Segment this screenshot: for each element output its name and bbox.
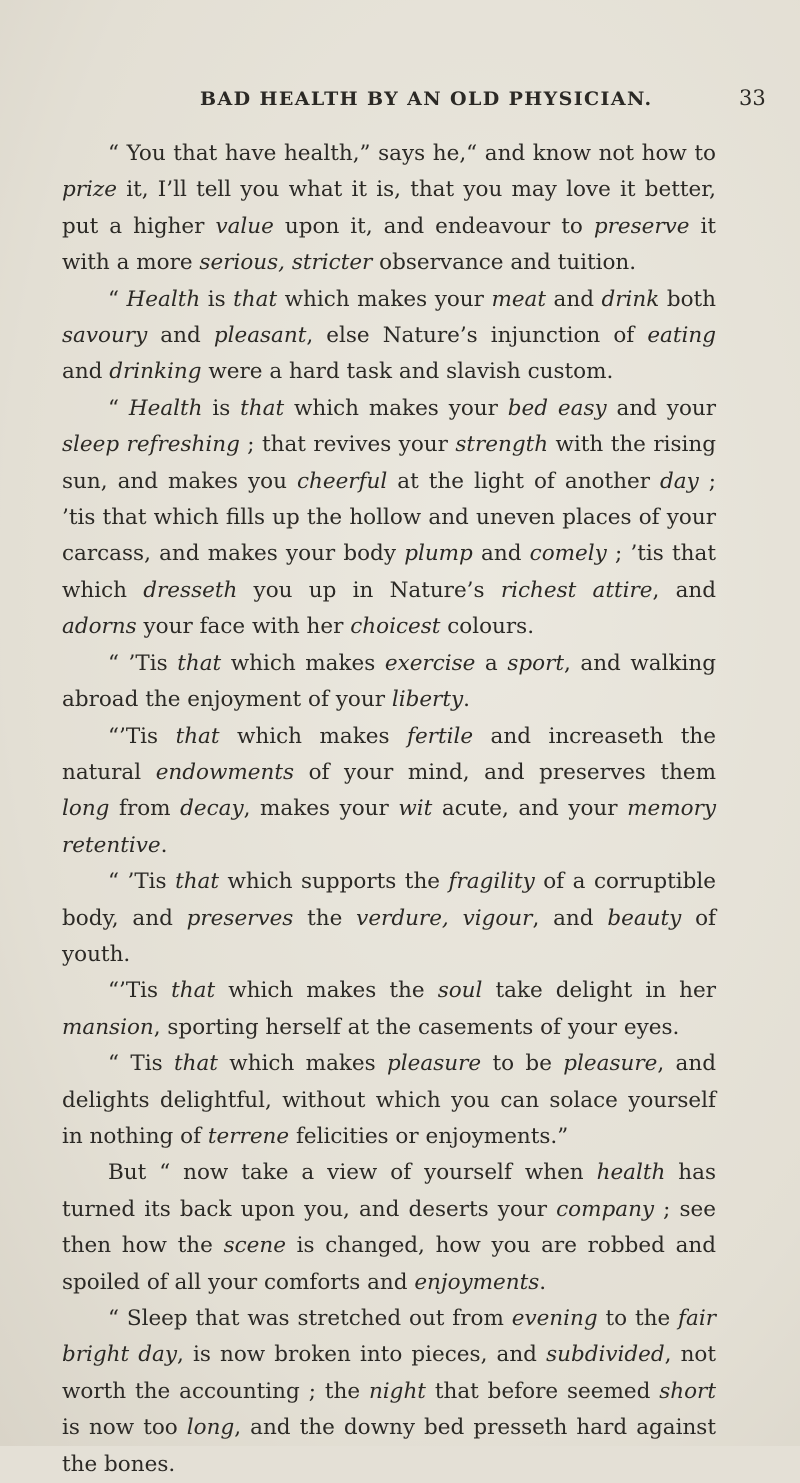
text-run: , sporting herself at the casements of your eyes. [153, 1014, 680, 1040]
italic-run: that [240, 395, 285, 421]
italic-run: serious, stricter [199, 250, 373, 276]
italic-run: drink [601, 286, 660, 312]
italic-run: mansion [62, 1014, 154, 1040]
text-run: “ You that have health,” says he,“ and know not how to [108, 141, 716, 166]
italic-run: pleasant [213, 323, 307, 349]
italic-run: that [233, 286, 278, 312]
text-run: “ Tis [108, 1051, 174, 1077]
italic-run: night [368, 1378, 426, 1404]
italic-run: endowments [155, 759, 295, 785]
italic-run: that [175, 723, 220, 749]
paragraph [62, 864, 716, 973]
italic-run: day [660, 468, 699, 494]
text-run: , and [652, 577, 716, 603]
italic-run: drinking [109, 359, 202, 385]
italic-run: wit [398, 796, 433, 822]
italic-run: pleasure [563, 1051, 658, 1077]
text-run: and [472, 541, 530, 567]
text-run: of a corruptible body, and [62, 869, 716, 931]
italic-run: fair bright day [62, 1306, 716, 1368]
text-run: “’Tis [108, 978, 172, 1004]
text-run: colours. [440, 614, 535, 640]
page-header [0, 82, 800, 118]
text-run: “ [108, 286, 127, 312]
text-run: ; see then how the [62, 1196, 716, 1259]
italic-run: exercise [384, 650, 476, 676]
text-run: is [202, 395, 241, 421]
italic-run: preserve [593, 213, 690, 239]
text-run: , and delights delightful, without which you can solace yourself in nothing of [62, 1051, 716, 1149]
italic-run: dresseth [143, 577, 238, 603]
text-run: which makes your [277, 286, 492, 312]
italic-run: preserves [186, 905, 294, 931]
text-run: “ [108, 395, 129, 421]
text-run: , and [532, 905, 608, 931]
italic-run: Health [128, 395, 203, 421]
text-run: “ Sleep that was stretched out from [108, 1306, 512, 1331]
italic-run: company [556, 1196, 655, 1222]
italic-run: evening [511, 1306, 598, 1331]
text-run: with the rising sun, and makes you [62, 432, 717, 494]
italic-run: scene [223, 1233, 286, 1259]
text-run: a [475, 650, 508, 676]
italic-run: fertile [406, 723, 474, 749]
italic-run: that [175, 869, 220, 895]
text-run: “’Tis [108, 723, 176, 749]
text-run: to be [481, 1051, 564, 1077]
paragraph [62, 1301, 716, 1483]
italic-run: enjoyments [414, 1269, 540, 1295]
italic-run: that [173, 1051, 218, 1077]
text-run: of your mind, and preserves them [294, 759, 716, 785]
text-run: But “ now take a view of yourself when [108, 1160, 597, 1186]
text-run: ; ’tis that which fills up the hollow and uneven places of your carcass, and makes your body [62, 468, 716, 567]
paragraph [62, 391, 716, 646]
text-run: “ ’Tis [108, 869, 176, 895]
italic-run: plump [404, 541, 473, 567]
italic-run: fragility [448, 869, 535, 895]
body-text [62, 136, 716, 1483]
italic-run: richest attire [500, 577, 653, 603]
text-run: of youth. [62, 905, 716, 967]
text-run: and your [606, 395, 717, 421]
text-run: ; that revives your [239, 432, 456, 458]
text-run: , is now broken into pieces, and [177, 1342, 547, 1368]
text-run: . [463, 687, 470, 713]
italic-run: long [186, 1415, 235, 1441]
paragraph [62, 1046, 716, 1155]
italic-run: decay [180, 796, 244, 822]
text-run: to the [597, 1306, 679, 1331]
italic-run: health [596, 1160, 666, 1186]
text-run: felicities or enjoyments.” [289, 1123, 569, 1149]
text-run: both [659, 286, 717, 312]
italic-run: that [177, 650, 222, 676]
text-run: . [160, 832, 168, 858]
paragraph [62, 136, 716, 282]
text-run: ; ’tis that which [62, 541, 716, 603]
text-run: from [109, 796, 181, 822]
text-run: , makes your [243, 796, 399, 822]
italic-run: prize [62, 177, 117, 203]
text-run: at the light of another [387, 468, 660, 494]
text-run: and [62, 359, 110, 385]
paragraph [62, 646, 716, 719]
text-run: . [539, 1269, 547, 1295]
italic-run: terrene [207, 1123, 290, 1149]
text-run: “ ’Tis [108, 650, 178, 676]
italic-run: liberty [391, 687, 464, 713]
text-run: , and walking abroad the enjoyment of your [62, 650, 716, 713]
italic-run: value [215, 213, 274, 239]
text-run: were a hard task and slavish custom. [201, 359, 614, 385]
text-run: observance and tuition. [372, 250, 637, 276]
italic-run: pleasure [387, 1051, 482, 1077]
text-run: is [200, 286, 234, 312]
italic-run: strength [455, 432, 549, 458]
italic-run: long [62, 796, 110, 822]
italic-run: verdure, vigour [356, 905, 533, 931]
italic-run: soul [437, 978, 483, 1004]
text-run: which makes your [284, 395, 508, 421]
italic-run: sleep refreshing [62, 432, 240, 458]
text-run: you up in Nature’s [237, 577, 501, 603]
italic-run: sport [507, 650, 564, 676]
text-run: and [546, 286, 602, 312]
text-run: upon it, and endeavour to [273, 213, 594, 239]
italic-run: subdivided [546, 1342, 665, 1368]
text-run: , not worth the accounting ; the [62, 1342, 717, 1404]
italic-run: that [171, 978, 216, 1004]
italic-run: eating [647, 323, 716, 349]
text-run: and increaseth the natural [62, 723, 716, 785]
italic-run: cheerful [296, 468, 388, 494]
paragraph [62, 719, 716, 865]
italic-run: short [659, 1378, 716, 1404]
italic-run: Health [126, 286, 201, 312]
text-run: which makes [217, 1051, 388, 1077]
text-run: which makes the [215, 978, 438, 1004]
text-run: it, I’ll tell you what it is, that you may love it better, put a higher [62, 177, 716, 239]
italic-run: adorns [62, 614, 137, 640]
text-run: has turned its back upon you, and deserts your [62, 1160, 716, 1222]
text-run: , and the downy bed presseth hard against the bones. [62, 1415, 716, 1477]
text-run: your face with her [136, 614, 351, 640]
paragraph [62, 1155, 716, 1301]
page-number: 33 [739, 86, 766, 110]
text-run: which makes [221, 650, 385, 676]
text-run: it with a more [62, 213, 717, 276]
text-run: that before seemed [425, 1378, 660, 1404]
italic-run: beauty [607, 905, 682, 931]
text-run: , else Nature’s injunction of [306, 323, 648, 349]
text-run: take delight in her [482, 978, 716, 1004]
text-run: and [147, 323, 214, 349]
text-run: is changed, how you are robbed and spoiled of all your comforts and [62, 1233, 716, 1295]
italic-run: meat [491, 286, 547, 312]
italic-run: savoury [62, 323, 148, 349]
running-head: BAD HEALTH BY AN OLD PHYSICIAN. [200, 88, 653, 110]
text-run: is now too [62, 1415, 187, 1441]
text-run: acute, and your [432, 796, 628, 822]
text-run: which supports the [219, 869, 449, 895]
italic-run: bed easy [507, 395, 607, 421]
paragraph [62, 282, 716, 391]
italic-run: memory retentive [62, 796, 716, 858]
text-run: the [293, 905, 357, 931]
paragraph [62, 973, 716, 1046]
italic-run: choicest [350, 614, 441, 640]
italic-run: comely [529, 541, 607, 567]
text-run: which makes [219, 723, 407, 749]
